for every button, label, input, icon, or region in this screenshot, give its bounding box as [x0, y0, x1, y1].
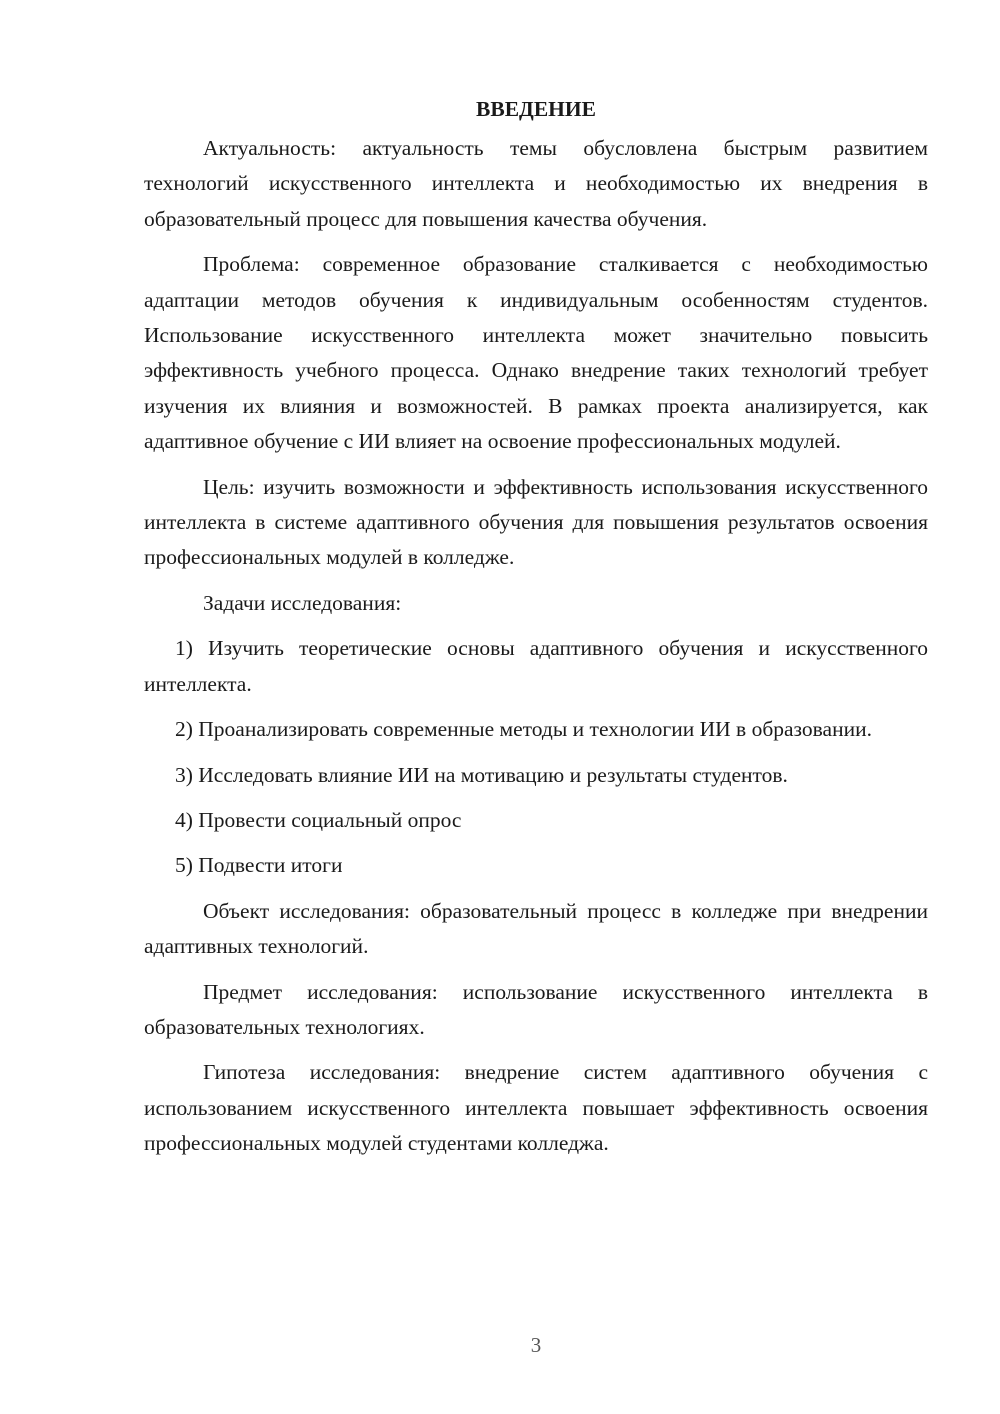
- section-heading: ВВЕДЕНИЕ: [476, 97, 596, 121]
- problem-paragraph: Проблема: современное образование сталкивается с необходимостью адаптации методов обучения к индивидуальным особенностям студентов. Использование искусственного интеллекта может значительно повысить эффективность учебного процесса. Однако внедрение таких технологий требует изучения их влияния и возможностей. В рамках проекта анализируется, как адаптивное обучение с ИИ влияет на освоение профессиональных модулей.: [144, 252, 928, 454]
- goal-paragraph: Цель: изучить возможности и эффективность использования искусственного интеллекта в системе адаптивного обучения для повышения результатов освоения профессиональных модулей в колледже.: [144, 474, 928, 570]
- document-page: [144, 92, 928, 1172]
- relevance-paragraph: Актуальность: актуальность темы обусловлена быстрым развитием технологий искусственного интеллекта и необходимостью их внедрения в образовательный процесс для повышения качества обучения.: [144, 136, 928, 231]
- tasks-list: [144, 631, 928, 883]
- task-item-5: 5) Подвести итоги: [175, 853, 343, 878]
- subject-paragraph: Предмет исследования: использование искусственного интеллекта в образовательных технологиях.: [144, 979, 928, 1039]
- object-paragraph: Объект исследования: образовательный процесс в колледже при внедрении адаптивных технологий.: [144, 898, 928, 959]
- task-item-3: 3) Исследовать влияние ИИ на мотивацию и результаты студентов.: [175, 762, 788, 787]
- task-item-2: 2) Проанализировать современные методы и технологии ИИ в образовании.: [175, 717, 872, 742]
- hypothesis-paragraph: Гипотеза исследования: внедрение систем адаптивного обучения с использованием искусственного интеллекта повышает эффективность освоения профессиональных модулей студентами колледжа.: [144, 1060, 928, 1156]
- page-number: 3: [530, 1333, 542, 1357]
- task-item-1: 1) Изучить теоретические основы адаптивного обучения и искусственного интеллекта.: [144, 636, 928, 696]
- tasks-title: Задачи исследования:: [203, 590, 402, 615]
- task-item-4: 4) Провести социальный опрос: [175, 807, 462, 832]
